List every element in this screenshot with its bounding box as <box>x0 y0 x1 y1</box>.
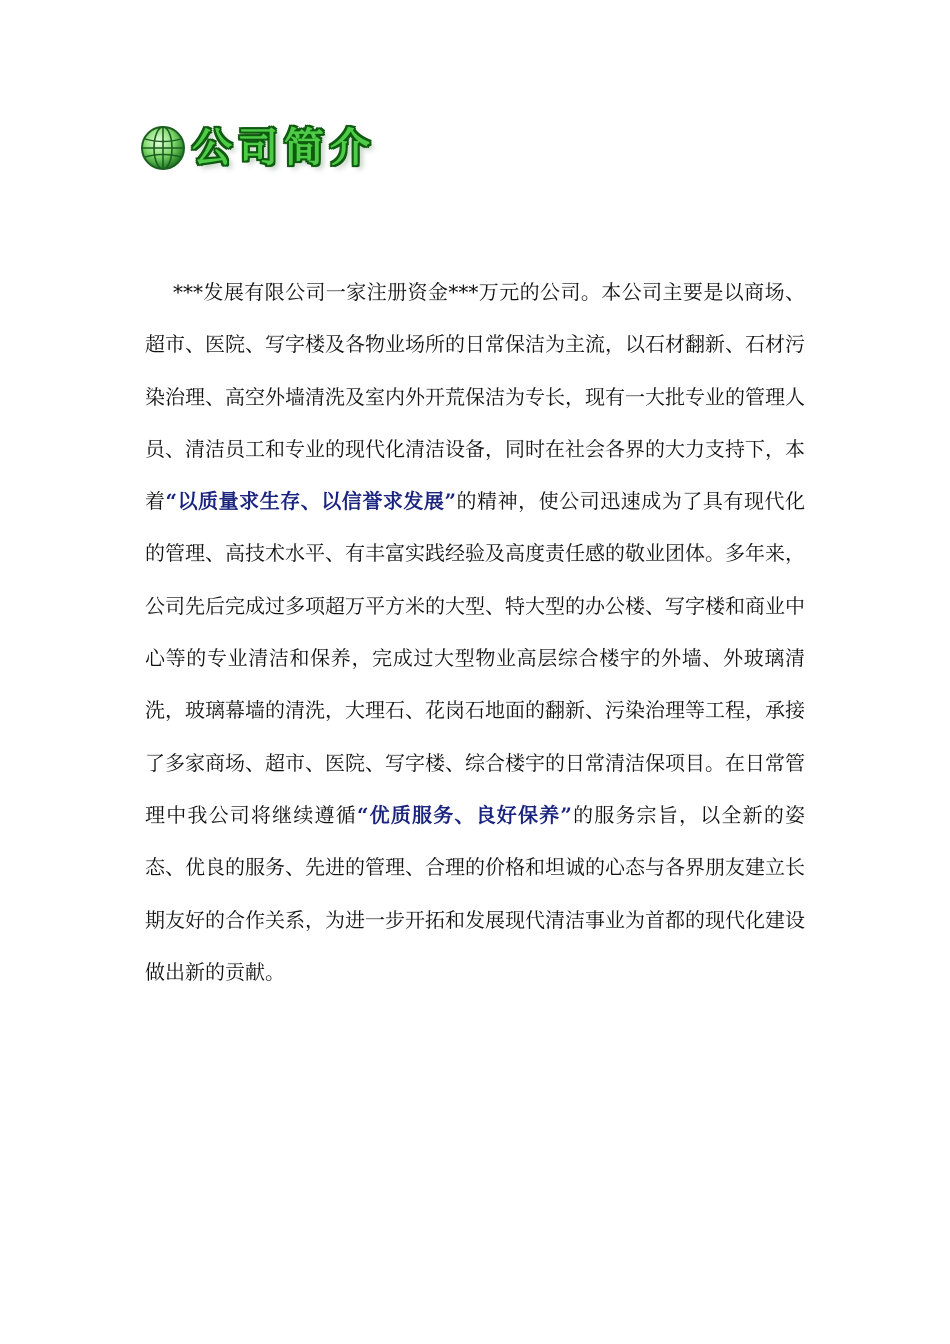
motto-quote-2: “优质服务、良好保养” <box>356 802 572 827</box>
motto-quote-1: “以质量求生存、以信誉求发展” <box>165 489 456 514</box>
intro-text-part-2: 的精神，使公司迅速成为了具有现代化的管理、高技术水平、有丰富实践经验及高度责任感的敬业团体。多年来，公司先后完成过多项超万平方米的大型、特大型的办公楼、写字楼和商业中心等的专业清洁和保养，完成过大型物业高层综合楼宇的外墙、外玻璃清洗，玻璃幕墙的清洗，大理石、花岗石地面的翻新、污染治理等工程，承接了多家商场、超市、医院、写字楼、综合楼宇的日常清洁保项目。在日常管理中我公司将继续遵循 <box>145 489 806 827</box>
section-heading <box>140 122 376 174</box>
intro-text-part-1: ***发展有限公司一家注册资金***万元的公司。本公司主要是以商场、超市、医院、写字楼及各物业场所的日常保洁为主流，以石材翻新、石材污染治理、高空外墙清洗及室内外开荒保洁为专长，现有一大批专业的管理人员、清洁员工和专业的现代化清洁设备，同时在社会各界的大力支持下，本着 <box>145 280 805 514</box>
page-title: 公司简介 <box>192 125 376 171</box>
intro-text-part-3: 的服务宗旨，以全新的姿态、优良的服务、先进的管理、合理的价格和坦诚的心态与各界朋友建立长期友好的合作关系，为进一步开拓和发展现代清洁事业为首都的现代化建设做出新的贡献。 <box>145 802 806 984</box>
globe-icon <box>140 125 186 171</box>
company-intro-paragraph <box>145 266 805 998</box>
